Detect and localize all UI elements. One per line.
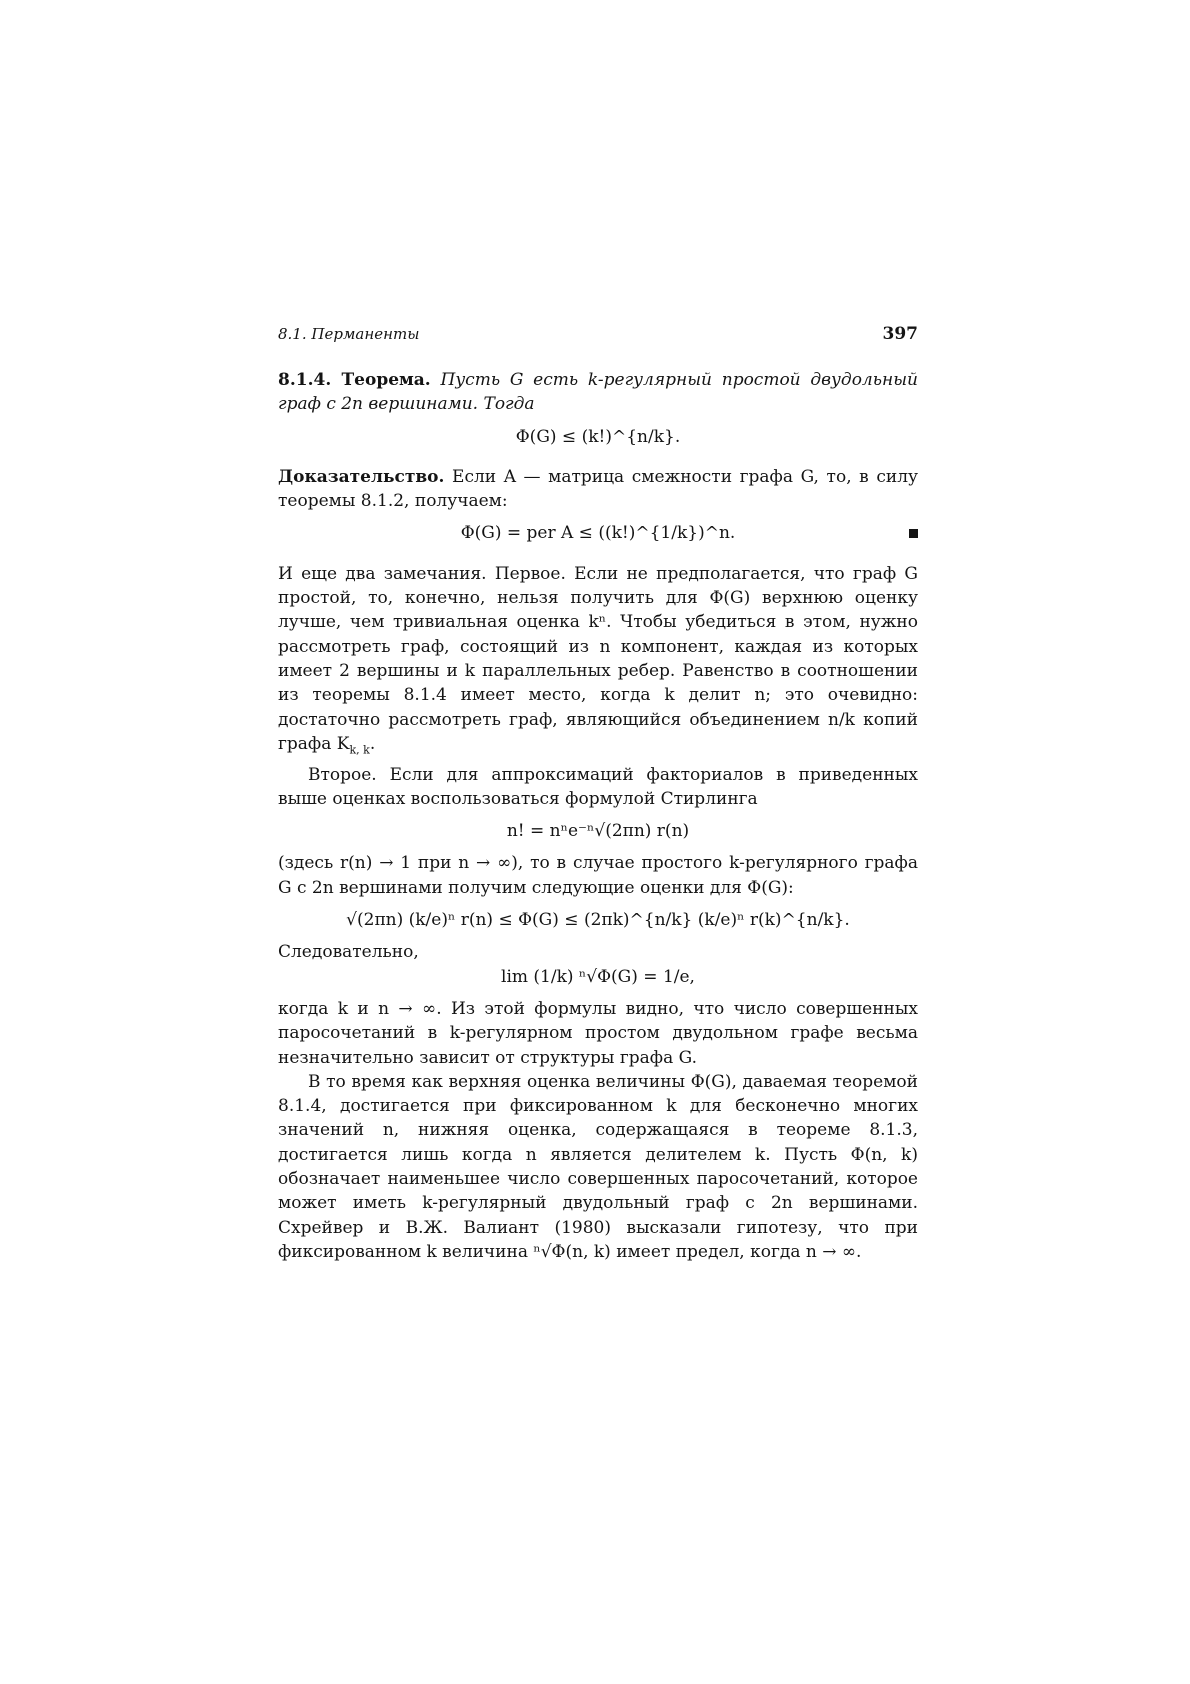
theorem-block xyxy=(278,368,918,449)
page xyxy=(278,322,918,1264)
stirling-formula: n! = nⁿe⁻ⁿ√(2πn) r(n) xyxy=(506,821,690,842)
page-header xyxy=(278,322,918,352)
running-head: 8.1. Перманенты xyxy=(278,325,420,343)
proof-block xyxy=(278,465,918,546)
stirling-paragraph: Второе. Если для аппроксимаций факториалов в приведенных выше оценках воспользоваться формулой Стирлинга xyxy=(278,764,918,809)
proof-label: Доказательство. xyxy=(278,466,445,487)
conjecture-paragraph: В то время как верхняя оценка величины Φ(G), даваемая теоремой 8.1.4, достигается при фиксированном k для бесконечно многих значений n, нижняя оценка, содержащаяся в теореме 8.1.3, достигается лишь когда n является делителем k. Пусть Φ(n, k) обозначает наименьшее число совершенных паросочетаний, которое может иметь k-регулярный двудольный граф с 2n вершинами. Схрейвер и В.Ж. Валиант (1980) высказали гипотезу, что при фиксированном k величина ⁿ√Φ(n, k) имеет предел, когда n → ∞. xyxy=(278,1071,918,1262)
bounds-formula: √(2πn) (k/e)ⁿ r(n) ≤ Φ(G) ≤ (2πk)^{n/k} (k/e)ⁿ r(k)^{n/k}. xyxy=(346,910,850,931)
limit-formula: lim (1/k) ⁿ√Φ(G) = 1/e, xyxy=(501,966,695,987)
remarks-paragraph: И еще два замечания. Первое. Если не предполагается, что граф G простой, то, конечно, нельзя получить для Φ(G) верхнюю оценку лучше, чем тривиальная оценка kⁿ. Чтобы убедиться в этом, нужно рассмотреть граф, состоящий из n компонент, каждая из которых имеет 2 вершины и k параллельных ребер. Равенство в соотношении из теоремы 8.1.4 имеет место, когда k делит n; это очевидно: достаточно рассмотреть граф, являющийся объединением n/k копий графа $K_{k, k}$. xyxy=(278,563,918,757)
proof-formula: Φ(G) = per A ≤ ((k!)^{1/k})^n. xyxy=(278,521,918,545)
theorem-label: 8.1.4. Теорема. xyxy=(278,370,431,390)
qed-icon xyxy=(909,529,918,538)
theorem-text: Пусть G есть k-регулярный простой двудольный граф с 2n вершинами. Тогда xyxy=(278,370,919,415)
proof-text: Если A — матрица смежности графа G, то, в силу теоремы 8.1.2, получаем: xyxy=(278,466,918,512)
page-number: 397 xyxy=(882,324,918,344)
consequently-text: Следовательно, xyxy=(278,942,419,963)
conclusion-paragraph: когда k и n → ∞. Из этой формулы видно, что число совершенных паросочетаний в k-регулярном простом двудольном графе весьма незначительно зависит от структуры графа G. xyxy=(278,998,918,1068)
theorem-formula: Φ(G) ≤ (k!)^{n/k}. xyxy=(515,426,681,447)
bounds-intro-paragraph: (здесь r(n) → 1 при n → ∞), то в случае простого k-регулярного графа G с 2n вершинами получим следующие оценки для Φ(G): xyxy=(278,853,918,898)
